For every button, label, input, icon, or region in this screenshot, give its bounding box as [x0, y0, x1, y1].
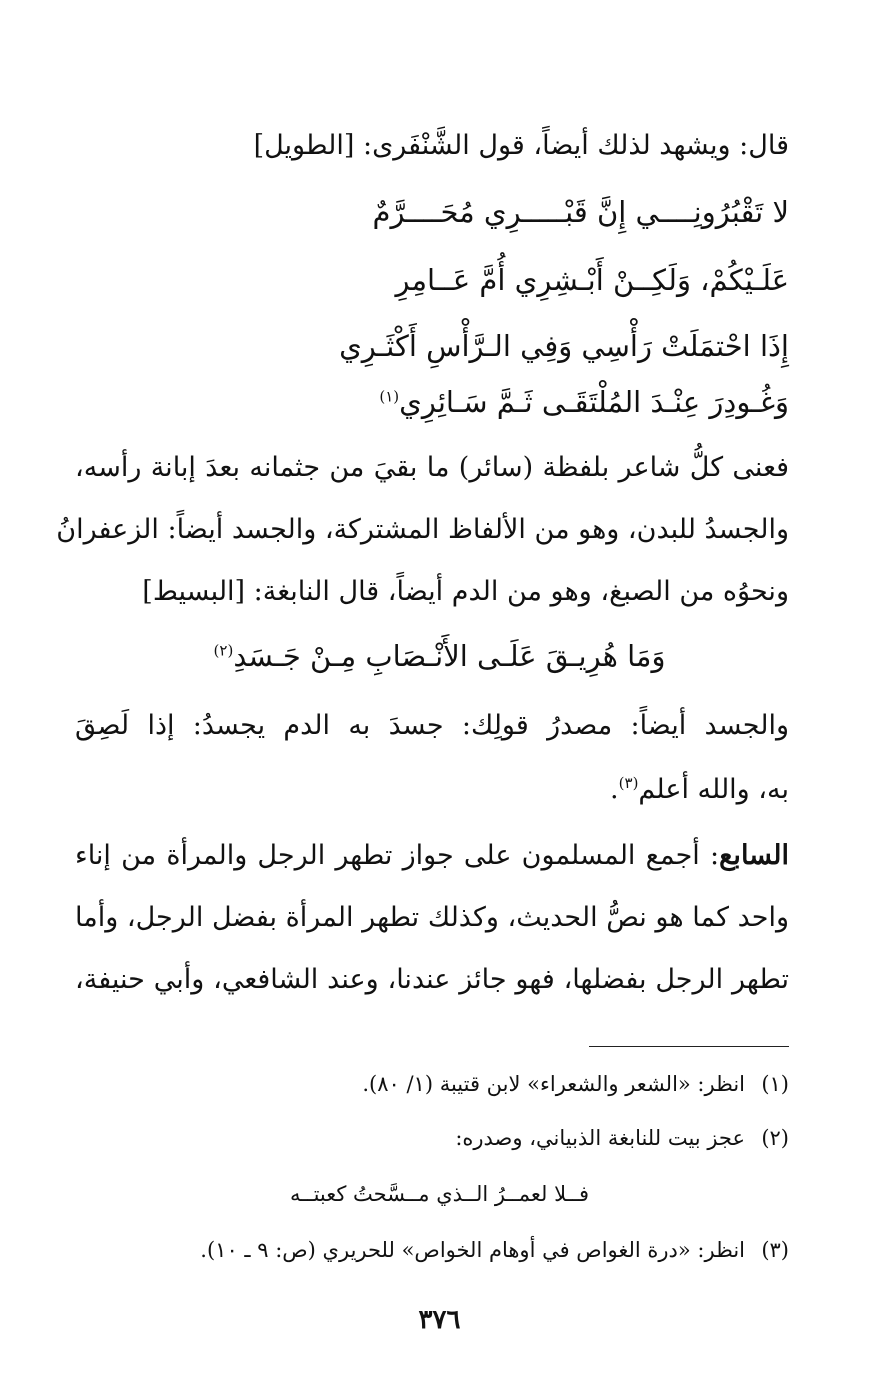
footnote-1-number: (١)	[761, 1072, 789, 1096]
footnote-1	[90, 1068, 789, 1100]
paragraph-2-line-2-text: به، والله أعلم	[638, 774, 789, 805]
verse-2-second-half	[75, 382, 789, 422]
footnote-2	[90, 1122, 789, 1154]
verse-3	[60, 636, 819, 676]
footnote-ref-2[interactable]: (٢)	[213, 641, 234, 660]
paragraph-2-line-1: والجسد أيضاً: مصدرُ قولِك: جسدَ به الدم يجسدُ: إذا لَصِقَ	[75, 710, 789, 741]
verse-3-text: وَمَا هُرِيـقَ عَلَـى الأَنْـصَابِ مِـنْ جَـسَدِ	[233, 639, 666, 673]
verse-1-first-half: لا تَقْبُرُونِــــي إِنَّ قَبْـــــرِي مُحَــــرَّمٌ	[372, 195, 789, 229]
paragraph-1-line-2: والجسدُ للبدن، وهو من الألفاظ المشتركة، والجسد أيضاً: الزعفرانُ	[56, 514, 789, 545]
footnote-1-text: انظر: «الشعر والشعراء» لابن قتيبة (١/ ٨٠).	[362, 1072, 745, 1096]
footnote-3-number: (٣)	[761, 1238, 789, 1262]
footnote-ref-1[interactable]: (١)	[379, 387, 400, 406]
intro-line	[75, 126, 789, 166]
footnote-ref-3[interactable]: (٣)	[618, 774, 639, 792]
footnote-2-verse-text: فــلا لعمــرُ الــذي مــسَّحتُ كعبتــه	[290, 1182, 589, 1206]
verse-2-second-half-text: وَغُـودِرَ عِنْـدَ المُلْتَقَـى ثَـمَّ سَـائِرِي	[399, 385, 789, 419]
paragraph-3-line-3: تطهر الرجل بفضلها، فهو جائز عندنا، وعند الشافعي، وأبي حنيفة،	[75, 964, 789, 995]
footnote-3-text: انظر: «درة الغواص في أوهام الخواص» للحريري (ص: ٩ ـ ١٠).	[200, 1238, 745, 1262]
paragraph-3-line-1	[75, 836, 789, 876]
footnote-3	[90, 1234, 789, 1266]
paragraph-2-period: .	[610, 774, 619, 805]
verse-2-first-half: إِذَا احْتمَلَتْ رَأْسِي وَفِي الـرَّأْسِ أَكْثَـرِي	[339, 329, 789, 363]
paragraph-1-line-3: ونحوُه من الصبغ، وهو من الدم أيضاً، قال النابغة: [البسيط]	[142, 576, 789, 607]
footnote-2-number: (٢)	[761, 1126, 789, 1150]
footnote-2-verse	[90, 1178, 789, 1210]
paragraph-2-line-2	[75, 770, 789, 810]
paragraph-3-line-1-text: : أجمع المسلمون على جواز تطهر الرجل والمرأة من إناء	[75, 840, 720, 871]
verse-1-second-half: عَلَـيْكُمْ، وَلَكِــنْ أَبْـشِرِي أُمَّ عَــامِرِ	[395, 263, 789, 297]
footnote-separator	[589, 1046, 789, 1047]
intro-text: قال: ويشهد لذلك أيضاً، قول الشَّنْفَرى: [الطويل]	[253, 130, 789, 161]
footnote-2-text: عجز بيت للنابغة الذبياني، وصدره:	[455, 1126, 745, 1150]
paragraph-3-line-2: واحد كما هو نصُّ الحديث، وكذلك تطهر المرأة بفضل الرجل، وأما	[75, 902, 789, 933]
page-number: ٣٧٦	[418, 1305, 461, 1335]
paragraph-1-line-1: فعنى كلُّ شاعر بلفظة (سائر) ما بقيَ من جثمانه بعدَ إبانة رأسه،	[75, 452, 789, 483]
section-heading-seventh: السابع	[719, 840, 789, 871]
